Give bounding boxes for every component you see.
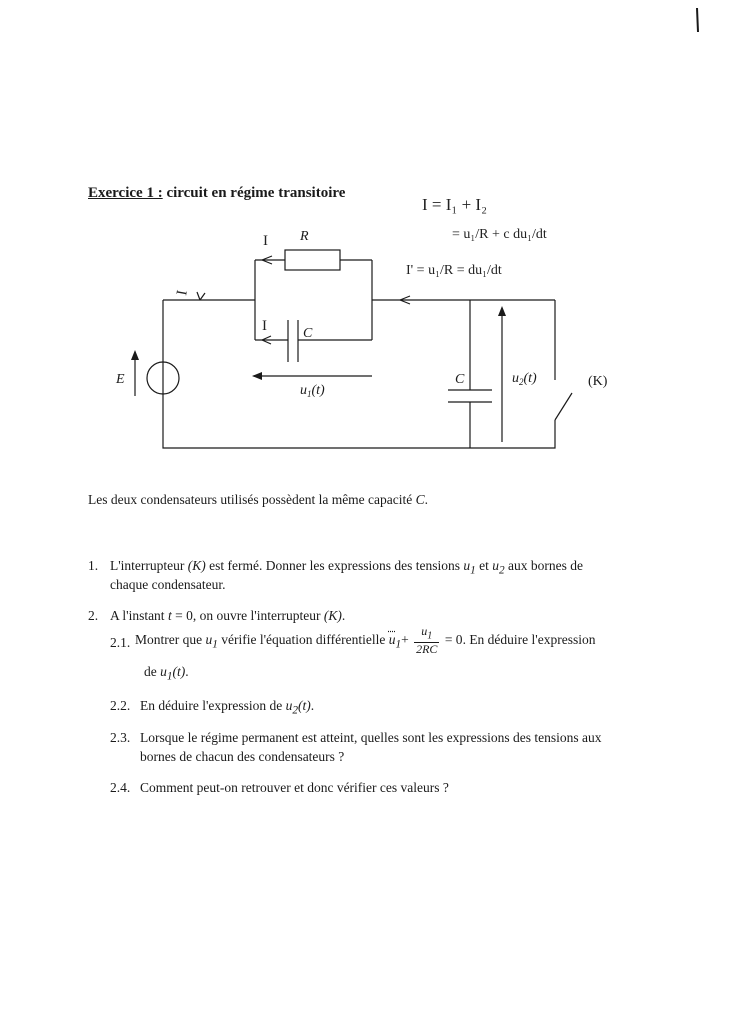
q21-fraction: $\frac{u_1}{2RC}$: [416, 624, 438, 657]
label-R: R: [300, 229, 309, 244]
wire-left-top: [163, 300, 555, 448]
q24-text: Comment peut-on retrouver et donc vérifier ces valeurs ?: [140, 780, 449, 795]
q22-number: 2.2.: [110, 698, 131, 713]
q23-line2: bornes de chacun des condensateurs ?: [140, 749, 345, 764]
label-C1: C: [303, 326, 313, 341]
hw-eq-2: = u₁/R + c du₁/dt: [452, 227, 547, 242]
switch-blade: [555, 393, 572, 420]
label-u1: $u_1(t)$: [300, 383, 325, 399]
label-C2: C: [455, 372, 465, 387]
hw-current-I2: I: [262, 318, 267, 334]
resistor: [285, 250, 340, 270]
q2-number: 2.: [88, 608, 99, 623]
q22-text: En déduire l'expression de $u_2(t)$.: [140, 698, 315, 717]
label-K: (K): [588, 374, 608, 389]
q1-line2: chaque condensateur.: [110, 577, 226, 592]
q21-number: 2.1.: [110, 635, 131, 650]
label-E: E: [116, 372, 125, 387]
q23-line1: Lorsque le régime permanent est atteint, quelles sont les expressions des tensions aux: [140, 730, 602, 745]
q23-number: 2.3.: [110, 730, 131, 745]
hw-current-I: I: [174, 288, 191, 297]
q24-number: 2.4.: [110, 780, 131, 795]
q21-line1: Montrer que $u_1$ vérifie l'équation différentielle $u_1+$ $\frac{u_1}{2RC}$ = 0. En déduire l'expression: [135, 624, 596, 657]
hw-eq-3: I' = u₁/R = du₁/dt: [406, 263, 502, 278]
exercise-subject: circuit en régime transitoire: [166, 185, 346, 201]
statement: Les deux condensateurs utilisés possèdent la même capacité C.: [88, 492, 429, 507]
hw-current-I1: I: [263, 233, 268, 249]
hw-eq-1: I = I₁ + I₂: [422, 195, 488, 214]
q2-text: A l'instant t = 0, on ouvre l'interrupteur (K).: [110, 608, 346, 623]
label-u2: $u_2(t)$: [512, 371, 537, 387]
q21-line2: de $u_1(t)$.: [144, 664, 189, 683]
q1-line1: L'interrupteur (K) est fermé. Donner les expressions des tensions $u_1$ et $u_2$ aux bornes de: [110, 558, 583, 577]
q1-number: 1.: [88, 558, 99, 573]
exercise-number: Exercice 1 :: [88, 185, 163, 201]
